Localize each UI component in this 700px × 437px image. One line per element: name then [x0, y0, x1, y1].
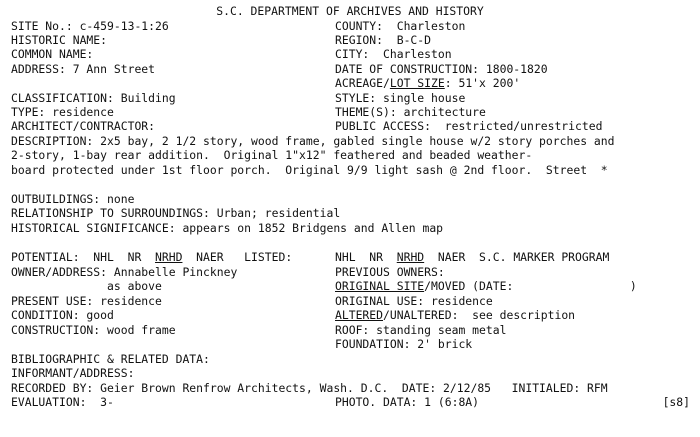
roof: ROOF: standing seam metal	[335, 323, 507, 337]
photo-data: PHOTO. DATA: 1 (6:8A)	[335, 395, 480, 409]
style: STYLE: single house	[335, 91, 466, 105]
outbuildings: OUTBUILDINGS: none	[11, 192, 135, 206]
county: COUNTY: Charleston	[335, 19, 466, 33]
description-line-1: DESCRIPTION: 2x5 bay, 2 1/2 story, wood frame, gabled single house w/2 story porches and	[11, 134, 615, 148]
present-use: PRESENT USE: residence	[11, 294, 162, 308]
public-access: PUBLIC ACCESS: restricted/unrestricted	[335, 119, 603, 133]
lot-size-label: LOT SIZE	[389, 76, 445, 90]
listed-designations	[335, 250, 609, 265]
foundation: FOUNDATION: 2' brick	[335, 337, 473, 351]
city: CITY: Charleston	[335, 47, 452, 61]
region: REGION: B-C-D	[335, 33, 432, 47]
theme: THEME(S): architecture	[335, 105, 486, 119]
acreage-value: : 51'x 200'	[444, 76, 521, 90]
condition: CONDITION: good	[11, 308, 114, 322]
potential-rest: NAER LISTED:	[182, 250, 293, 264]
original-site-label: ORIGINAL SITE	[335, 279, 425, 293]
owner-address: OWNER/ADDRESS: Annabelle Pinckney	[11, 265, 238, 279]
architect-contractor: ARCHITECT/CONTRACTOR:	[11, 119, 156, 133]
construction: CONSTRUCTION: wood frame	[11, 323, 176, 337]
acreage-lot-size	[335, 76, 520, 91]
description-line-2: 2-story, 1-bay rear addition. Original 1"x12" feathered and beaded weather-	[11, 148, 533, 162]
historical-significance: HISTORICAL SIGNIFICANCE: appears on 1852 Bridgens and Allen map	[11, 221, 444, 235]
previous-owners: PREVIOUS OWNERS:	[335, 265, 445, 279]
potential-nrhd: NRHD	[155, 250, 183, 264]
description-line-3: board protected under 1st floor porch. Original 9/9 light sash @ 2nd floor. Street *	[11, 163, 608, 177]
classification: CLASSIFICATION: Building	[11, 91, 176, 105]
listed-label: NHL NR	[335, 250, 397, 264]
listed-rest: NAER S.C. MARKER PROGRAM	[424, 250, 610, 264]
bibliographic-data: BIBLIOGRAPHIC & RELATED DATA:	[11, 352, 210, 366]
date-of-construction: DATE OF CONSTRUCTION: 1800-1820	[335, 62, 548, 76]
moved-label: /MOVED (DATE: )	[424, 279, 637, 293]
potential-designations	[11, 250, 292, 265]
altered-unaltered	[335, 308, 575, 323]
original-use: ORIGINAL USE: residence	[335, 294, 493, 308]
evaluation: EVALUATION: 3-	[11, 395, 114, 409]
original-site-moved	[335, 279, 637, 294]
acreage-label: ACREAGE/	[335, 76, 390, 90]
site-number: SITE No.: c-459-13-1:26	[11, 19, 169, 33]
historic-name: HISTORIC NAME:	[11, 33, 108, 47]
sheet-tag: [s8]	[662, 395, 690, 409]
common-name: COMMON NAME:	[11, 47, 94, 61]
listed-nrhd: NRHD	[396, 250, 425, 264]
type: TYPE: residence	[11, 105, 114, 119]
potential-label: POTENTIAL: NHL NR	[11, 250, 156, 264]
recorded-by: RECORDED BY: Geier Brown Renfrow Architects, Wash. D.C. DATE: 2/12/85 INITIALED: RFM	[11, 381, 608, 395]
form-title: S.C. DEPARTMENT OF ARCHIVES AND HISTORY	[216, 4, 484, 18]
owner-address-line-2: as above	[11, 279, 162, 293]
address: ADDRESS: 7 Ann Street	[11, 62, 156, 76]
altered-label: ALTERED	[335, 308, 384, 322]
relationship-to-surroundings: RELATIONSHIP TO SURROUNDINGS: Urban; residential	[11, 206, 341, 220]
unaltered-label: /UNALTERED: see description	[383, 308, 576, 322]
informant-address: INFORMANT/ADDRESS:	[11, 366, 135, 380]
